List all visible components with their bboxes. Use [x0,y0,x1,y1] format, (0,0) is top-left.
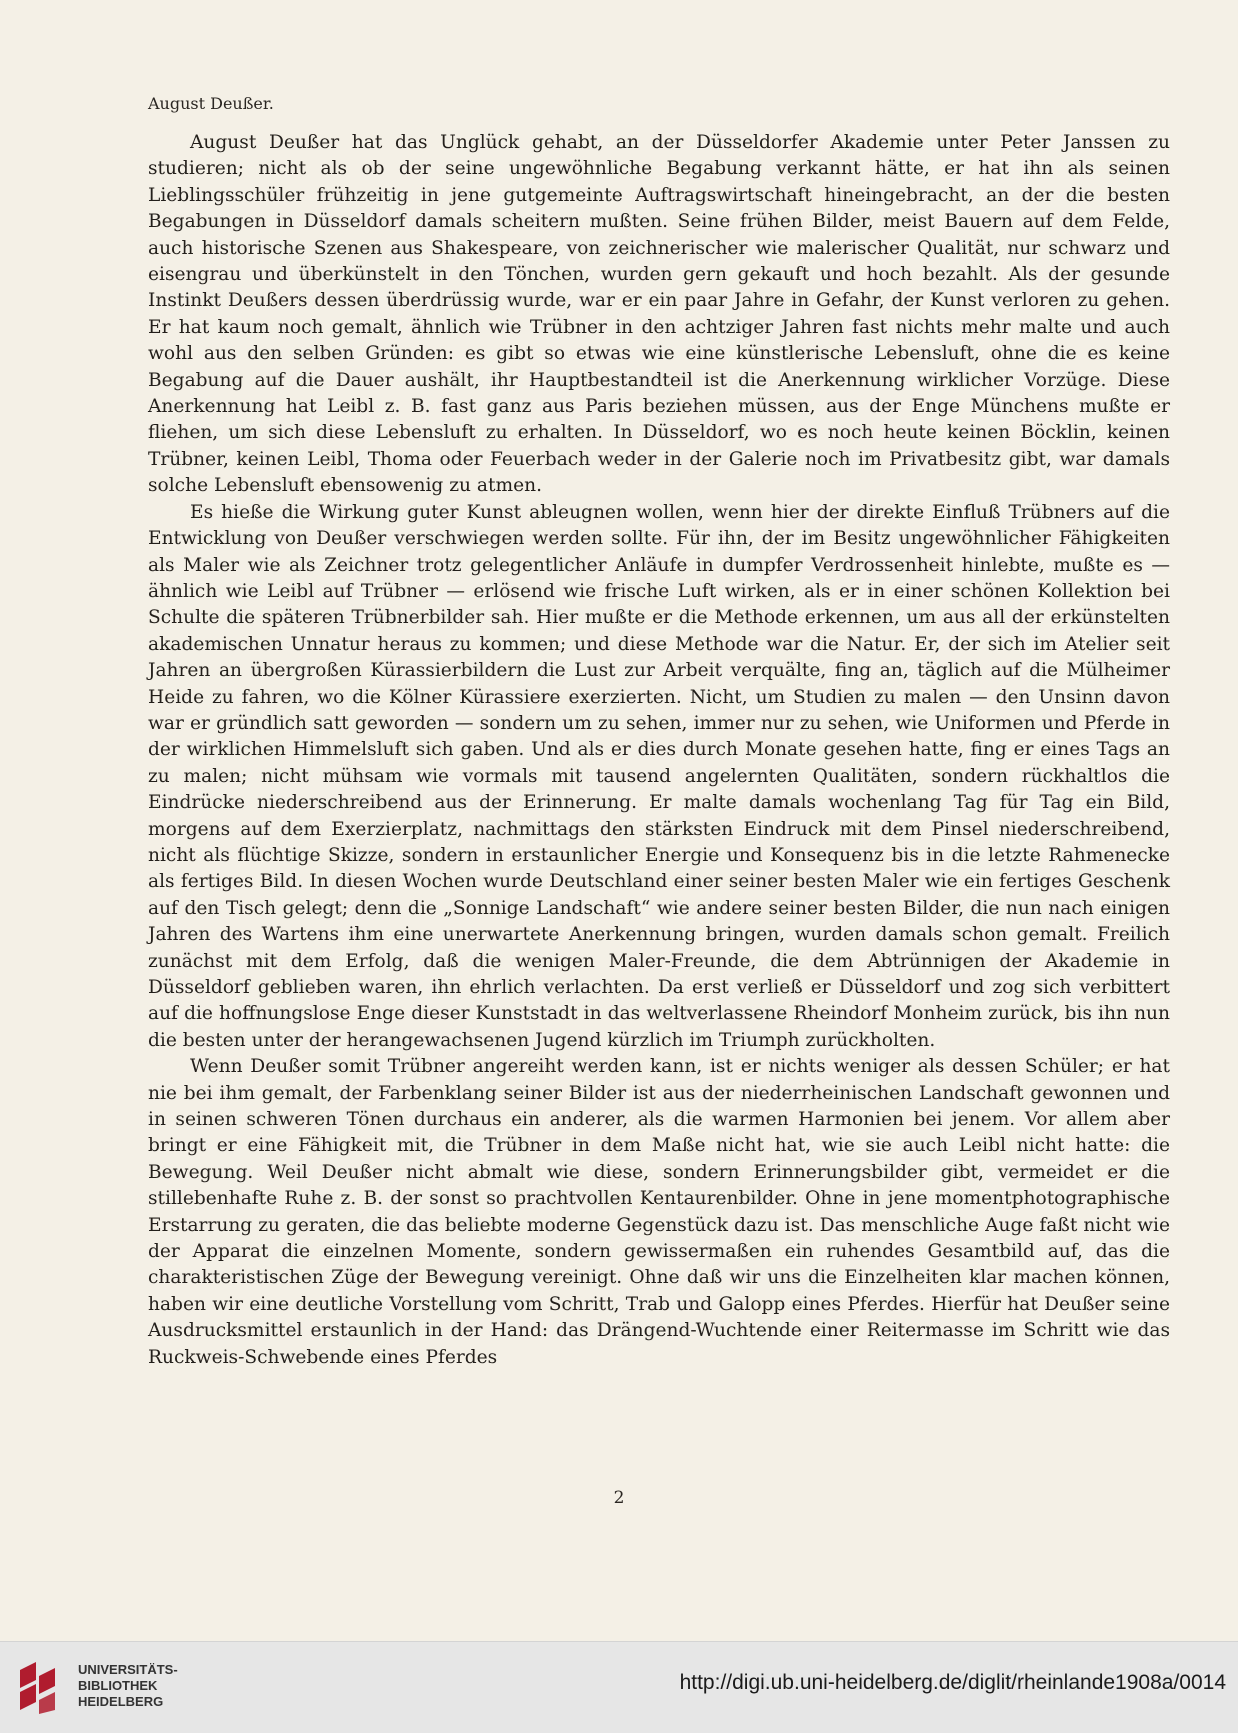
paragraph-1: August Deußer hat das Unglück gehabt, an der Düsseldorfer Akademie unter Peter Janssen zu studieren; nicht als ob der seine ungewöhnliche Begabung verkannt hätte, er hat ihn als seinen Lieblingsschüler frühzeitig in jene gutgemeinte Auftragswirtschaft hineingebracht, an der die besten Begabungen in Düsseldorf damals scheitern mußten. Seine frühen Bilder, meist Bauern auf dem Felde, auch historische Szenen aus Shakespeare, von zeichnerischer wie malerischer Qualität, nur schwarz und eisengrau und überkünstelt in den Tönchen, wurden gern gekauft und hoch bezahlt. Als der gesunde Instinkt Deußers dessen überdrüssig wurde, war er ein paar Jahre in Gefahr, der Kunst verloren zu gehen. Er hat kaum noch gemalt, ähnlich wie Trübner in den achtziger Jahren fast nichts mehr malte und auch wohl aus den selben Gründen: es gibt so etwas wie eine künstlerische Lebensluft, ohne die es keine Begabung auf die Dauer aushält, ihr Hauptbestandteil ist die Anerkennung wirklicher Vorzüge. Diese Anerkennung hat Leibl z. B. fast ganz aus Paris beziehen müssen, aus der Enge Münchens mußte er fliehen, um sich diese Lebensluft zu erhalten. In Düsseldorf, wo es noch heute keinen Böcklin, keinen Trübner, keinen Leibl, Thoma oder Feuerbach weder in der Galerie noch im Privatbesitz gibt, war damals solche Lebensluft ebensowenig zu atmen. [148,132,1170,497]
library-name-line-3: HEIDELBERG [78,1694,164,1709]
article-body [148,130,1170,1371]
library-name [78,1662,178,1710]
paragraph-2: Es hieße die Wirkung guter Kunst ableugnen wollen, wenn hier der direkte Einfluß Trübners auf die Entwicklung von Deußer verschwiegen werden sollte. Für ihn, der im Besitz ungewöhnlicher Fähigkeiten als Maler wie als Zeichner trotz gelegentlicher Anläufe in dumpfer Verdrossenheit hinlebte, mußte es — ähnlich wie Leibl auf Trübner — erlösend wie frische Luft wirken, als er in einer schönen Kollektion bei Schulte die späteren Trübnerbilder sah. Hier mußte er die Methode erkennen, um aus all der erkünstelten akademischen Unnatur heraus zu kommen; und diese Methode war die Natur. Er, der sich im Atelier seit Jahren an übergroßen Kürassierbildern die Lust zur Arbeit verquälte, fing an, täglich auf die Mülheimer Heide zu fahren, wo die Kölner Kürassiere exerzierten. Nicht, um Studien zu malen — den Unsinn davon war er gründlich satt geworden — sondern um zu sehen, immer nur zu sehen, wie Uniformen und Pferde in der wirklichen Himmelsluft sich gaben. Und als er dies durch Monate gesehen hatte, fing er eines Tags an zu malen; nicht mühsam wie vormals mit tausend angelernten Qualitäten, sondern rückhaltlos die Eindrücke niederschreibend aus der Erinnerung. Er malte damals wochenlang Tag für Tag ein Bild, morgens auf dem Exerzierplatz, nachmittags den stärksten Eindruck mit dem Pinsel niederschreibend, nicht als flüchtige Skizze, sondern in erstaunlicher Energie und Konsequenz bis in die letzte Rahmenecke als fertiges Bild. In diesen Wochen wurde Deutschland einer seiner besten Maler wie ein fertiges Geschenk auf den Tisch gelegt; denn die „Sonnige Landschaft“ wie andere seiner besten Bilder, die nun nach einigen Jahren des Wartens ihm eine unerwartete Anerkennung bringen, wurden damals schon gemalt. Freilich zunächst mit dem Erfolg, daß die wenigen Maler-Freunde, die dem Abtrünnigen der Akademie in Düsseldorf geblieben waren, ihn ehrlich verlachten. Da erst verließ er Düsseldorf und zog sich verbittert auf die hoffnungslose Enge dieser Kunststadt in das weltverlassene Rheindorf Monheim zurück, bis ihn nun die besten unter der herangewachsenen Jugend kürzlich im Triumph zurückholten. [148,501,1170,1051]
library-name-line-1: UNIVERSITÄTS- [78,1662,178,1677]
permalink-url[interactable]: http://digi.ub.uni-heidelberg.de/diglit/rheinlande1908a/0014 [679,1671,1226,1694]
running-head: August Deußer. [148,94,274,113]
library-name-line-2: BIBLIOTHEK [78,1678,158,1693]
paragraph-3: Wenn Deußer somit Trübner angereiht werden kann, ist er nichts weniger als dessen Schüler; er hat nie bei ihm gemalt, der Farbenklang seiner Bilder ist aus der niederrheinischen Landschaft gewonnen und in seinen schweren Tönen durchaus ein anderer, als die warmen Harmonien bei jenem. Vor allem aber bringt er eine Fähigkeit mit, die Trübner in dem Maße nicht hat, wie sie auch Leibl nicht hatte: die Bewegung. Weil Deußer nicht abmalt wie diese, sondern Erinnerungsbilder gibt, vermeidet er die stillebenhafte Ruhe z. B. der sonst so prachtvollen Kentaurenbilder. Ohne in jene momentphotographische Erstarrung zu geraten, die das beliebte moderne Gegenstück dazu ist. Das menschliche Auge faßt nicht wie der Apparat die einzelnen Momente, sondern gewissermaßen ein ruhendes Gesamtbild auf, das die charakteristischen Züge der Bewegung vereinigt. Ohne daß wir uns die Einzelheiten klar machen können, haben wir eine deutliche Vorstellung vom Schritt, Trab und Galopp eines Pferdes. Hierfür hat Deußer seine Ausdrucksmittel erstaunlich in der Hand: das Drängend-Wuchtende einer Reitermasse im Schritt wie das Ruckweis-Schwebende eines Pferdes [148,1056,1170,1368]
viewer-footer [0,1641,1238,1733]
library-logo-icon [14,1660,68,1714]
page-number: 2 [613,1488,625,1508]
